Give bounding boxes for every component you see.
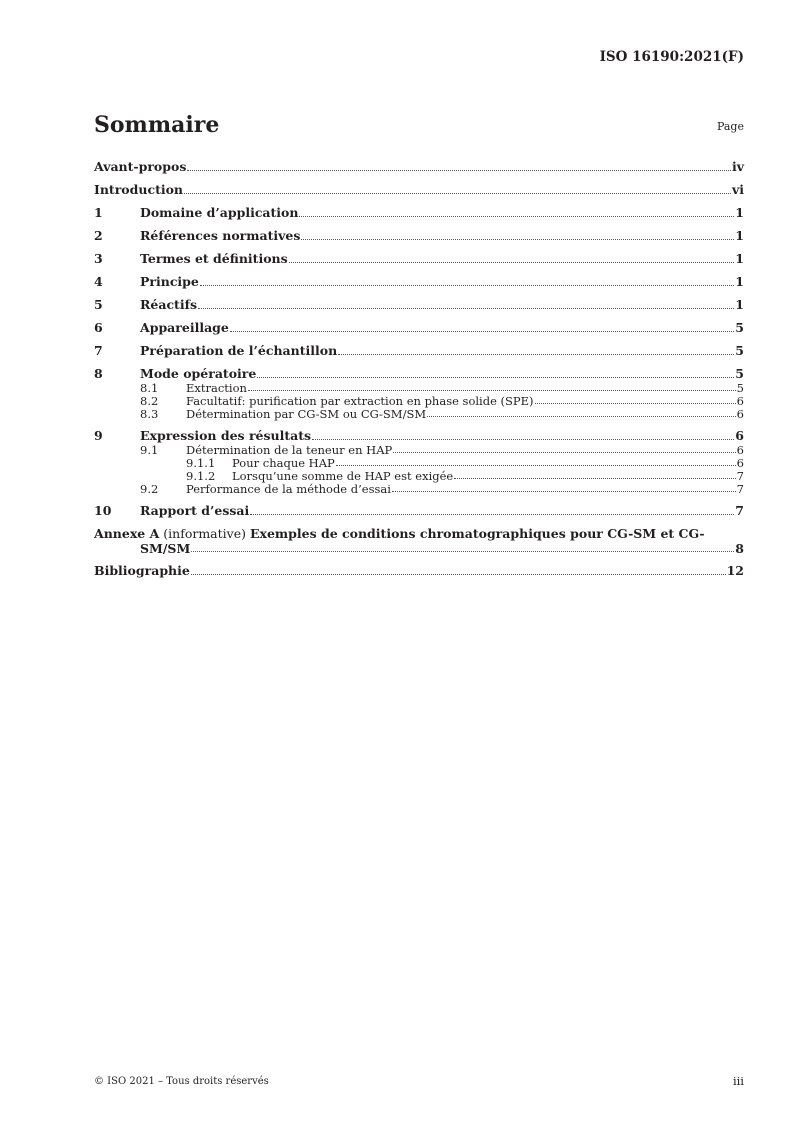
footer-copyright: © ISO 2021 – Tous droits réservés (94, 1076, 269, 1087)
dot-leader (336, 464, 736, 466)
toc-entry-page: 6 (736, 407, 744, 421)
toc-entry-number: 4 (94, 274, 103, 289)
dot-leader (393, 451, 735, 453)
toc-entry-page: 6 (736, 456, 744, 470)
dot-leader (427, 415, 736, 417)
toc-entry-text: Appareillage (140, 320, 229, 335)
toc-entry-text: Introduction (94, 182, 184, 197)
toc-entry-number: 7 (94, 343, 103, 358)
toc-entry-page: 7 (736, 469, 744, 483)
toc-entry-number: 9.1.1 (186, 456, 216, 470)
toc-entry-page: 1 (735, 228, 744, 243)
toc-entry-8[interactable] (94, 366, 744, 382)
dot-leader (198, 307, 734, 309)
toc-entry-number: 3 (94, 251, 103, 266)
toc-entry-text: Préparation de l’échantillon (140, 343, 338, 358)
toc-entry-2[interactable] (94, 228, 744, 244)
toc-entry-9-2[interactable] (94, 483, 744, 496)
toc-entry-page: 5 (735, 320, 744, 335)
toc-entry-page: 7 (735, 503, 744, 518)
dot-leader (200, 284, 734, 286)
toc-entry-page: 5 (735, 366, 744, 381)
toc-entry-7[interactable] (94, 343, 744, 359)
toc-entry-page: vi (731, 182, 744, 197)
toc-entry-number: 8.3 (140, 407, 159, 421)
toc-entry-text: Bibliographie (94, 563, 190, 578)
toc-entry-bibliographie[interactable] (94, 563, 744, 579)
toc-entry-number: 8 (94, 366, 103, 381)
dot-leader (191, 550, 734, 552)
annex-title-part-1: Exemples de conditions chromatographiques pour CG-SM et CG- (249, 526, 705, 541)
toc-entry-6[interactable] (94, 320, 744, 336)
dot-leader (338, 353, 734, 355)
toc-entry-number: 9 (94, 428, 103, 443)
toc-entry-page: 5 (736, 381, 744, 395)
dot-leader (187, 169, 731, 171)
toc-entry-5[interactable] (94, 297, 744, 313)
toc-entry-page: 7 (736, 482, 744, 496)
toc-entry-number: 8.1 (140, 381, 159, 395)
dot-leader (257, 376, 734, 378)
toc-entry-number: 9.2 (140, 482, 159, 496)
page-column-label: Page (716, 120, 744, 133)
toc-entry-page: 1 (735, 205, 744, 220)
toc-entry-number: 9.1.2 (186, 469, 216, 483)
toc-entry-avant-propos[interactable] (94, 159, 744, 175)
toc-entry-text: Performance de la méthode d’essai (186, 482, 391, 496)
toc-entry-number: 6 (94, 320, 103, 335)
toc-entry-text: Réactifs (140, 297, 197, 312)
toc-entry-3[interactable] (94, 251, 744, 267)
toc-entry-8-3[interactable] (94, 408, 744, 421)
toc-entry-1[interactable] (94, 205, 744, 221)
toc-entry-text: Lorsqu’une somme de HAP est exigée (232, 469, 454, 483)
dot-leader (301, 238, 734, 240)
document-id: ISO 16190:2021(F) (599, 49, 744, 65)
toc-entry-text: Avant-propos (94, 159, 187, 174)
toc-entry-number: 9.1 (140, 443, 159, 457)
dot-leader (299, 215, 734, 217)
table-of-contents (94, 152, 744, 579)
dot-leader (535, 402, 736, 404)
toc-entry-page: 1 (735, 274, 744, 289)
dot-leader (312, 438, 734, 440)
toc-entry-page: 12 (726, 563, 744, 578)
toc-entry-page: 8 (735, 541, 744, 556)
annex-title-line-1 (94, 526, 744, 541)
toc-entry-text: Mode opératoire (140, 366, 257, 381)
toc-entry-text: Domaine d’application (140, 205, 299, 220)
toc-entry-number: 1 (94, 205, 103, 220)
dot-leader (184, 192, 731, 194)
toc-title-row (94, 112, 744, 140)
toc-entry-number: 8.2 (140, 394, 159, 408)
toc-entry-text: Détermination de la teneur en HAP (186, 443, 393, 457)
toc-entry-text: Expression des résultats (140, 428, 312, 443)
dot-leader (248, 389, 736, 391)
toc-entry-page: iv (731, 159, 744, 174)
toc-entry-text: Extraction (186, 381, 247, 395)
toc-entry-page: 6 (735, 428, 744, 443)
toc-entry-page: 1 (735, 297, 744, 312)
toc-entry-text: Références normatives (140, 228, 301, 243)
toc-title: Sommaire (94, 112, 220, 138)
toc-entry-number: 10 (94, 503, 112, 518)
dot-leader (250, 513, 734, 515)
toc-entry-text: Rapport d’essai (140, 503, 250, 518)
annex-qualifier: (informative) (163, 526, 246, 541)
toc-entry-introduction[interactable] (94, 182, 744, 198)
toc-entry-page: 6 (736, 443, 744, 457)
dot-leader (230, 330, 734, 332)
toc-entry-text: Pour chaque HAP (232, 456, 335, 470)
toc-entry-text: Termes et définitions (140, 251, 288, 266)
annex-label: Annexe A (94, 526, 160, 541)
toc-entry-text: Principe (140, 274, 199, 289)
annex-title-line-2 (94, 541, 744, 556)
toc-entry-10[interactable] (94, 503, 744, 519)
dot-leader (191, 573, 726, 575)
toc-entry-text: Détermination par CG-SM ou CG-SM/SM (186, 407, 427, 421)
toc-entry-4[interactable] (94, 274, 744, 290)
dot-leader (392, 490, 736, 492)
toc-entry-number: 2 (94, 228, 103, 243)
footer-page-number: iii (732, 1074, 744, 1088)
toc-entry-9[interactable] (94, 428, 744, 444)
toc-entry-page: 6 (736, 394, 744, 408)
dot-leader (454, 477, 735, 479)
toc-entry-annex-a[interactable] (94, 526, 744, 556)
toc-entry-number: 5 (94, 297, 103, 312)
toc-entry-page: 1 (735, 251, 744, 266)
toc-entry-page: 5 (735, 343, 744, 358)
annex-title-part-2: SM/SM (140, 541, 191, 556)
toc-entry-text: Facultatif: purification par extraction en phase solide (SPE) (186, 394, 534, 408)
dot-leader (289, 261, 735, 263)
